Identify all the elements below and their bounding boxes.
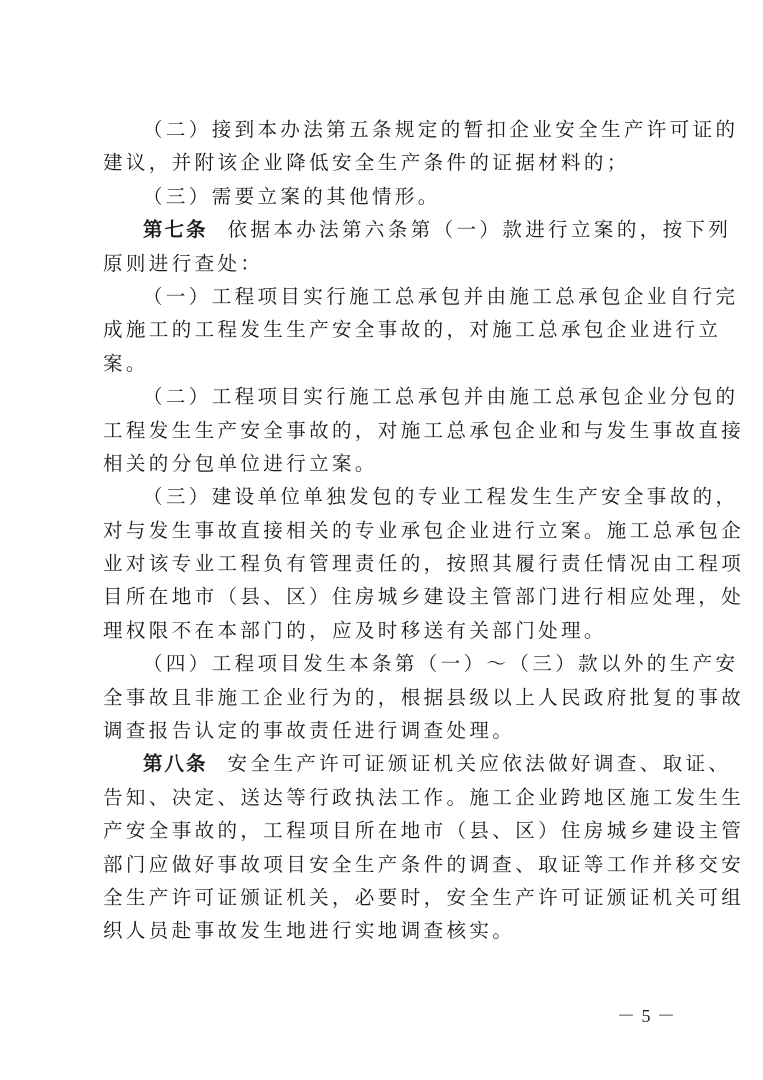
text-line: 工程发生生产安全事故的，对施工总承包企业和与发生事故直接 (103, 418, 745, 442)
text-line: 对与发生事故直接相关的专业承包企业进行立案。施工总承包企 (103, 518, 745, 542)
text-line: 成施工的工程发生生产安全事故的，对施工总承包企业进行立 (103, 318, 722, 342)
text-line: 相关的分包单位进行立案。 (103, 451, 378, 475)
text-line: （二）工程项目实行施工总承包并由施工总承包企业分包的 (143, 385, 739, 409)
text-line: 部门应做好事故项目安全生产条件的调查、取证等工作并移交安 (103, 852, 745, 876)
paragraph-item-3 (103, 180, 667, 213)
text-line: （二）接到本办法第五条规定的暂扣企业安全生产许可证的 (143, 118, 739, 141)
article-7-item-3 (103, 480, 745, 647)
page-number: － 5 － (617, 1006, 676, 1026)
text-line: 产安全事故的，工程项目所在地市（县、区）住房城乡建设主管 (103, 819, 745, 843)
text-line: （三）需要立案的其他情形。 (143, 184, 441, 208)
article-heading: 第七条 (143, 218, 208, 242)
text-line: 全事故且非施工企业行为的，根据县级以上人民政府批复的事故 (103, 685, 745, 709)
text-line: 案。 (103, 351, 149, 375)
text-line: 理权限不在本部门的，应及时移送有关部门处理。 (103, 618, 607, 642)
article-heading: 第八条 (143, 752, 208, 776)
text-line: 告知、决定、送达等行政执法工作。施工企业跨地区施工发生生 (103, 785, 745, 809)
text-line: 原则进行查处： (103, 251, 264, 275)
document-page (103, 113, 745, 948)
article-7-item-4 (103, 647, 745, 747)
text-line: 依据本办法第六条第（一）款进行立案的，按下列 (227, 218, 732, 242)
text-line: 织人员赴事故发生地进行实地调查核实。 (103, 919, 516, 943)
text-line: 建议，并附该企业降低安全生产条件的证据材料的； (103, 151, 630, 175)
article-8 (103, 747, 745, 947)
text-line: （三）建设单位单独发包的专业工程发生生产安全事故的， (143, 485, 739, 509)
article-7 (103, 213, 732, 280)
article-7-item-1 (103, 280, 739, 380)
text-line: 业对该专业工程负有管理责任的，按照其履行责任情况由工程项 (103, 552, 745, 576)
text-line: 目所在地市（县、区）住房城乡建设主管部门进行相应处理，处 (103, 585, 745, 609)
text-line: （一）工程项目实行施工总承包并由施工总承包企业自行完 (143, 284, 739, 308)
article-7-item-2 (103, 380, 745, 480)
text-line: 调查报告认定的事故责任进行调查处理。 (103, 719, 516, 743)
text-line: 全生产许可证颁证机关，必要时，安全生产许可证颁证机关可组 (103, 885, 745, 909)
paragraph-item-2 (103, 113, 739, 180)
text-line: 安全生产许可证颁证机关应依法做好调查、取证、 (227, 752, 732, 776)
text-line: （四）工程项目发生本条第（一）～（三）款以外的生产安 (143, 652, 739, 676)
